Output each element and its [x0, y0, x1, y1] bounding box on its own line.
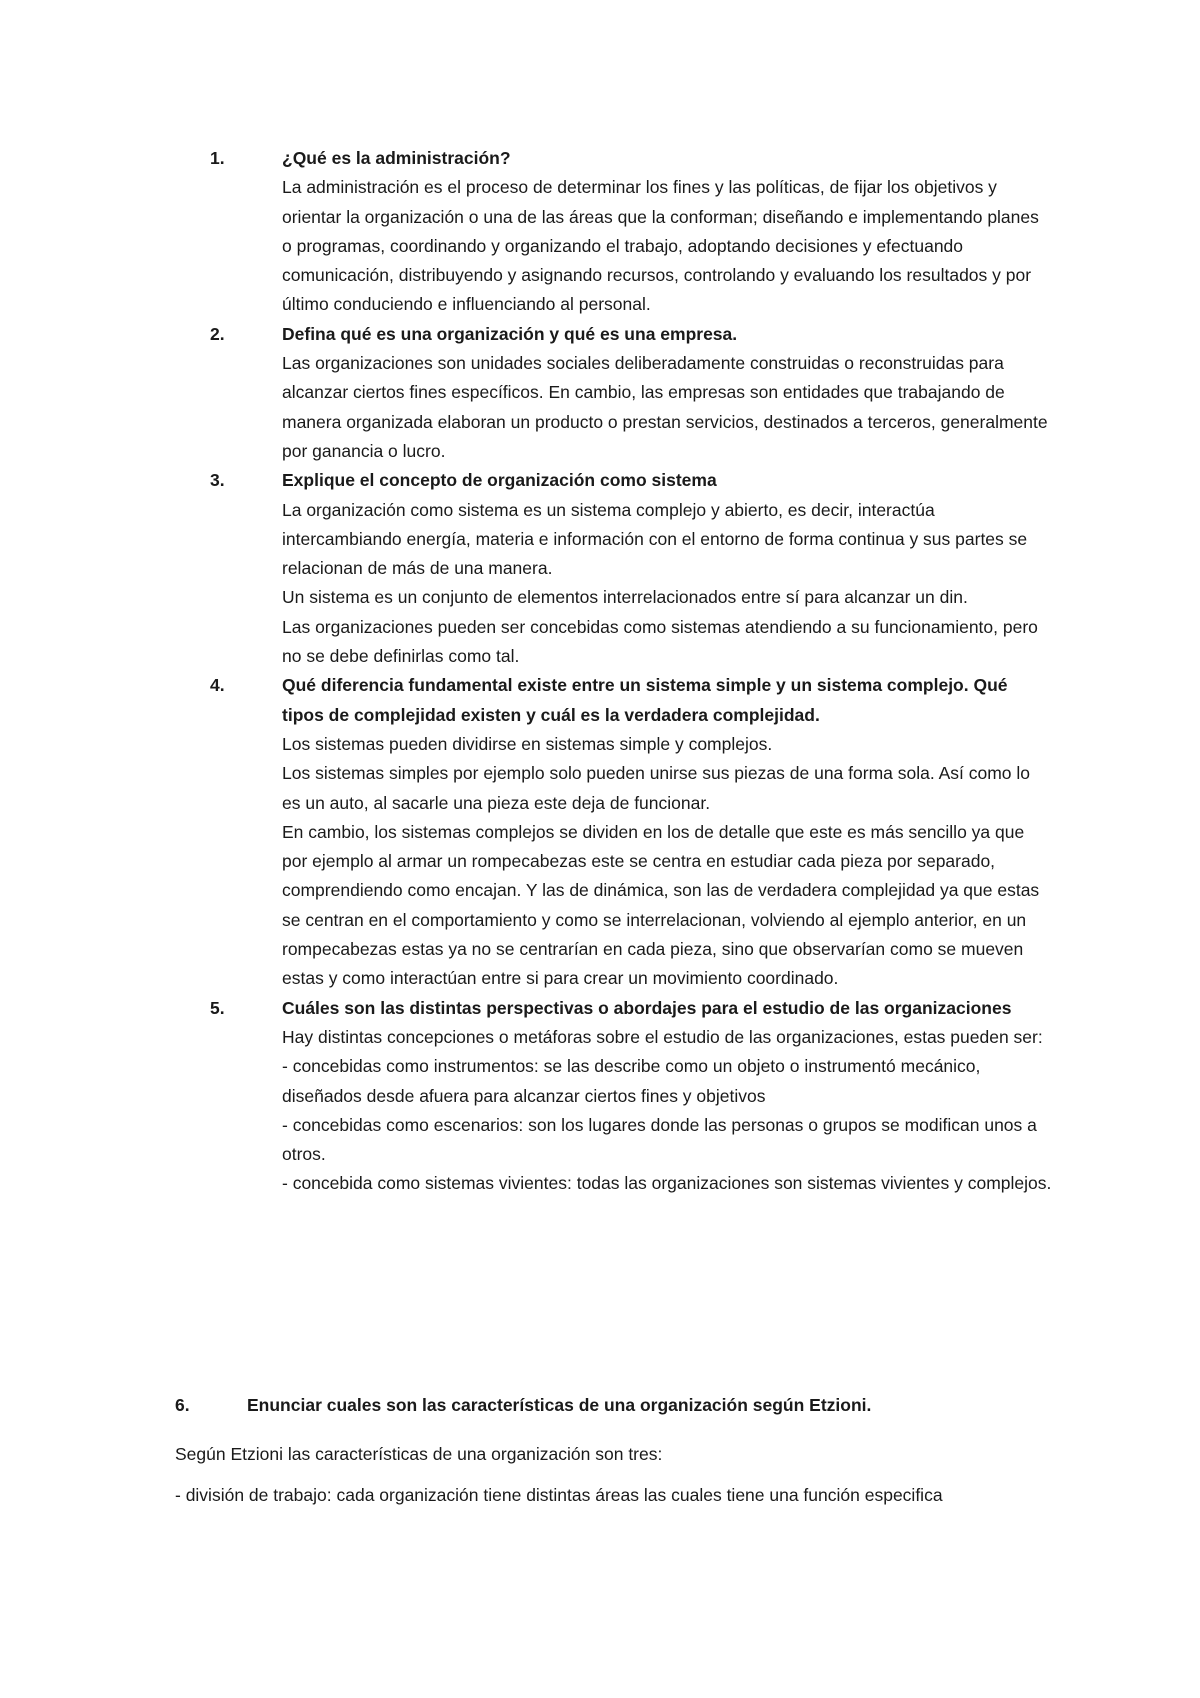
item-content — [282, 320, 1052, 466]
item-content — [282, 144, 1052, 320]
list-item — [0, 994, 1200, 1199]
item-content — [282, 994, 1052, 1199]
question-heading: Defina qué es una organización y qué es una empresa. — [282, 323, 738, 344]
answer-paragraph: Los sistemas simples por ejemplo solo pueden unirse sus piezas de una forma sola. Así como lo es un auto, al sacarle una pieza este deja de funcionar. — [282, 763, 1031, 813]
answer-paragraph: - concebidas como instrumentos: se las describe como un objeto o instrumentó mecánico, diseñados desde afuera para alcanzar ciertos fines y objetivos — [282, 1056, 981, 1106]
answer-paragraph: Las organizaciones pueden ser concebidas como sistemas atendiendo a su funcionamiento, pero no se debe definirlas como tal. — [282, 616, 1038, 667]
answer-paragraph: Hay distintas concepciones o metáforas sobre el estudio de las organizaciones, estas pueden ser: — [282, 1026, 1043, 1047]
answer-paragraph: - concebida como sistemas vivientes: todas las organizaciones son sistemas vivientes y complejos. — [282, 1173, 1052, 1194]
list-item — [0, 320, 1200, 466]
item-number: 2. — [210, 323, 225, 344]
item-content — [282, 671, 1052, 993]
answer-paragraph: La administración es el proceso de determinar los fines y las políticas, de fijar los objetivos y orientar la organización o una de las áreas que la conforman; diseñando e implementando planes o programas, coordinando y organizando el trabajo, adoptando decisiones y efectuando comunicación, distribuyendo y asignando recursos, controlando y evaluando los resultados y por último conduciendo e influenciando al personal. — [282, 177, 1039, 315]
question-heading: Cuáles son las distintas perspectivas o abordajes para el estudio de las organizaciones — [282, 997, 1012, 1018]
question-heading: Enunciar cuales son las características de una organización según Etzioni. — [247, 1395, 872, 1415]
answer-paragraph: - concebidas como escenarios: son los lugares donde las personas o grupos se modifican unos a otros. — [282, 1114, 1037, 1165]
item-number: 5. — [210, 997, 225, 1018]
answer-paragraph: Las organizaciones son unidades sociales deliberadamente construidas o reconstruidas para alcanzar ciertos fines específicos. En cambio, las empresas son entidades que trabajando de manera organizada elaboran un producto o prestan servicios, destinados a terceros, generalmente por ganancia o lucro. — [282, 353, 1048, 461]
question-heading: Explique el concepto de organización como sistema — [282, 470, 717, 491]
item-number: 3. — [210, 470, 225, 491]
item-number: 1. — [210, 148, 225, 168]
answer-paragraph: La organización como sistema es un sistema complejo y abierto, es decir, interactúa intercambiando energía, materia e información con el entorno de forma continua y sus partes se relacionan de más de una manera. — [282, 499, 1028, 579]
list-item — [0, 144, 1200, 320]
answer-paragraph: Los sistemas pueden dividirse en sistemas simple y complejos. — [282, 733, 773, 754]
item-number: 6. — [175, 1395, 190, 1415]
section-6-body — [175, 1440, 1055, 1523]
list-item — [0, 671, 1200, 993]
section-6-heading — [175, 1391, 1055, 1420]
question-heading: ¿Qué es la administración? — [282, 148, 511, 168]
answer-paragraph: Según Etzioni las características de una organización son tres: — [175, 1444, 663, 1464]
answer-paragraph: - división de trabajo: cada organización tiene distintas áreas las cuales tiene una función especifica — [175, 1485, 943, 1506]
list-item — [0, 466, 1200, 671]
item-number: 4. — [210, 675, 225, 696]
answer-paragraph: En cambio, los sistemas complejos se dividen en los de detalle que este es más sencillo ya que por ejemplo al armar un rompecabezas este se centra en estudiar cada pieza por separado, comprendiendo como encajan. Y las de dinámica, son las de verdadera complejidad ya que estas se centran en el comportamiento y como se interrelacionan, volviendo al ejemplo anterior, en un rompecabezas estas ya no se centrarían en cada pieza, sino que observarían como se mueven estas y como interactúan entre si para crear un movimiento coordinado. — [282, 821, 1040, 989]
answer-paragraph: Un sistema es un conjunto de elementos interrelacionados entre sí para alcanzar un din. — [282, 587, 968, 608]
item-content — [282, 466, 1052, 671]
question-heading: Qué diferencia fundamental existe entre un sistema simple y un sistema complejo. Qué tipos de complejidad existen y cuál es la verdadera complejidad. — [282, 675, 1008, 725]
numbered-question-list — [0, 144, 1200, 1199]
